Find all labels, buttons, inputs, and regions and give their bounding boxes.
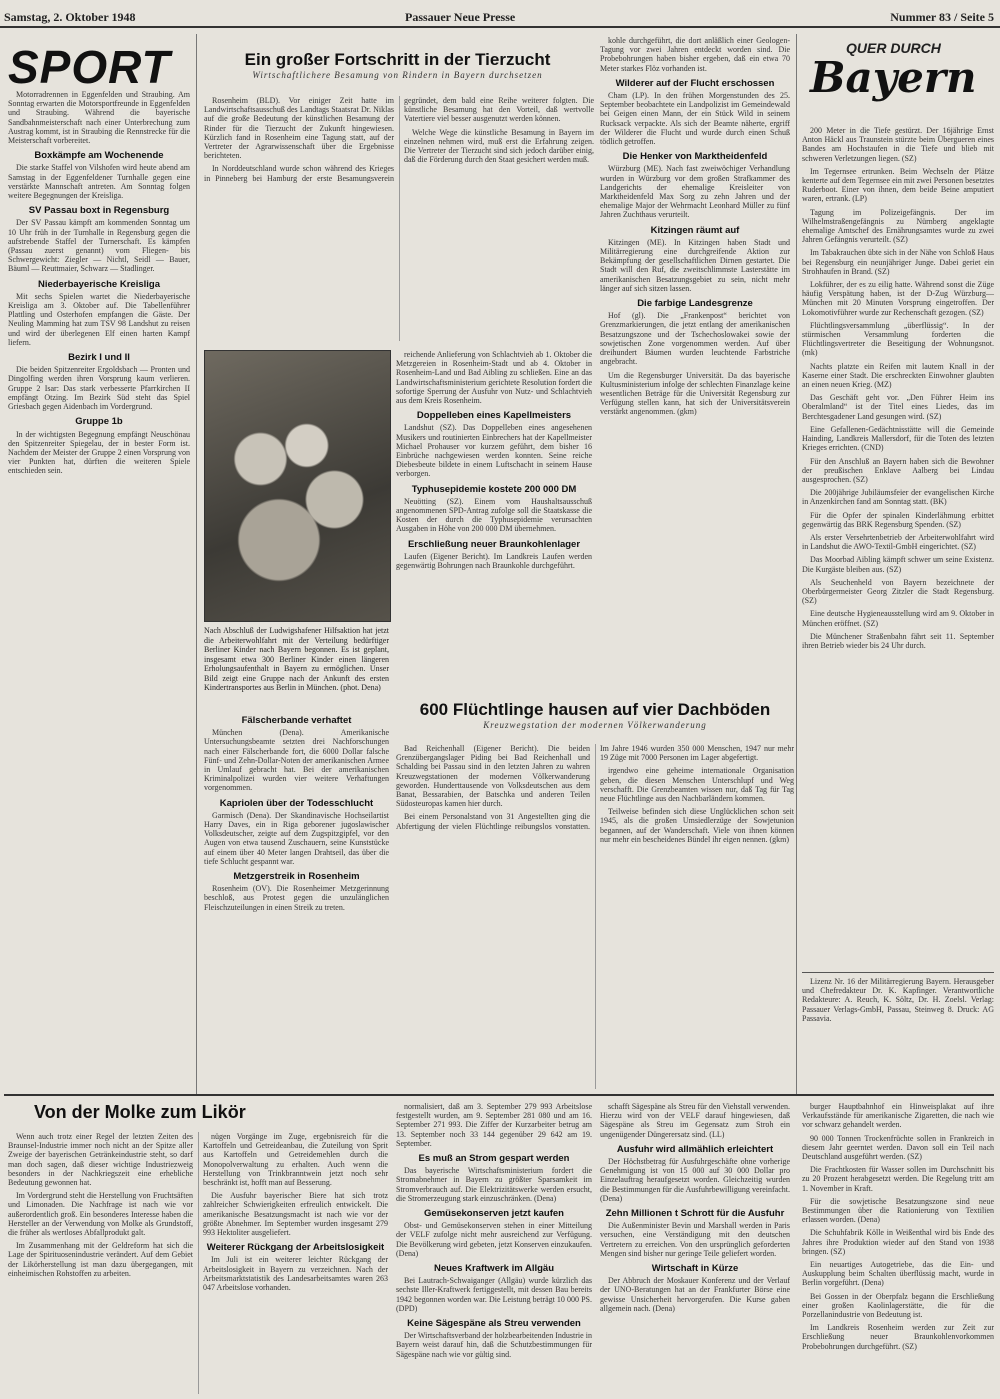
column-divider-right [796,34,797,1094]
quer-item-4: Im Tabakrauchen übte sich in der Nähe von Schloß Haus bei Regensburg ein neunjähriger Junge. Dabei geriet ein Strohhaufen in Brand. (SZ) [802,248,994,276]
sport-column [8,90,190,1090]
quer-item-11: Die 200jährige Jubiläumsfeier der evangelischen Kirche in Anzenkirchen fand am Sonntag statt. (BK) [802,488,994,507]
right-paragraph-3: Würzburg (ME). Nach fast zweiwöchiger Verhandlung wurden in Würzburg vor dem großen Strafkammer des Landgerichts der ehemalige Kreisleiter von Marktheidenfeld Max Sorg zu zehn Jahren und der ehemalige Major der Wehrmacht Leonhard Müller zu fünf Jahren Zuchthaus verurteilt. [600,164,790,220]
mid-column-right [396,350,592,695]
bottom2-paragraph-3: Obst- und Gemüsekonserven stehen in einer Mitteilung der VELF zufolge nicht mehr ausreichend zur Verfügung. Die Bevölkerung wird gebeten, jetzt Konserven einzukaufen. (Dena) [396,1221,592,1258]
right-heading-3: Kitzingen räumt auf [650,224,740,236]
bottom3-heading-2: Zehn Millionen t Schrott für die Ausfuhr [605,1208,785,1220]
bottom3-heading-1: Ausfuhr wird allmählich erleichtert [616,1143,774,1155]
fluechtlinge-paragraph-1: Bad Reichenhall (Eigener Bericht). Die beiden Grenzübergangslager Piding bei Bad Reichenhall und Schalding bei Passau sind in den letzten Jahren zu wahren Kreuzwegstationen der modernen Völkerwanderung geworden. Hunderttausende von Volksdeutschen aus dem Banat, Bessarabien, der Batschka und anderen Teilen Südosteuropas kamen hier durch. [396,744,590,809]
quer-item-14: Das Moorbad Aibling kämpft schwer um seine Existenz. Die Kurgäste bleiben aus. (SZ) [802,555,994,574]
molke-header [8,1102,388,1128]
bottom2-paragraph-5: Der Wirtschaftsverband der holzbearbeitenden Industrie in Bayern weist darauf hin, daß die Schutzbestimmungen für Sägespäne nach wie vor gültig sind. [396,1331,592,1359]
molke-paragraph-3: Im Zusammenhang mit der Geldreform hat sich die Lage der Spirituosenindustrie verändert. Auf dem Gebiet der Likörherstellung ist man dazu übergegangen, mit einheimischen Rohstoffen zu arbeiten. [8,1241,193,1278]
sport-paragraph-2: Der SV Passau kämpft am kommenden Sonntag um 10 Uhr früh in der Turnhalle in Regensburg gegen die aufstrebende Staffel der Turnerschaft. Es kämpfen (Passau zuerst genannt) vom Fliegen- bis Schwergewicht: Ziegler — Nichtl, Seidl — Bauer, Bäuml — Reuttmaier, Schwarz — Stadlinger. [8,218,190,274]
molke-paragraph-1: Wenn auch trotz einer Regel der letzten Zeiten des Braunsel-Industrie immer noch nicht an der Spitze aller Zweige der bayerischen Getränkeindustrie steht, so darf man doch sagen, daß dieser wichtige Industriezweig besonders in der Nachkriegszeit eine erhebliche Bedeutung gewonnen hat. [8,1132,193,1188]
sport-heading-5: Gruppe 1b [75,416,123,428]
right-heading-2: Die Henker von Marktheidenfeld [622,151,768,163]
tierzucht-paragraph-2: In Norddeutschland wurde schon während des Krieges in Pinneberg bei Hamburg der erste Besamungsverein gegründet, dem bald eine Reihe weiterer folgten. Die künstliche Besamung hat den Vorteil, daß wertvolle Vatertiere viel besser ausgenutzt werden können. [204,96,594,183]
bottom2-heading-1: Es muß an Strom gespart werden [418,1153,570,1165]
bottom2-paragraph-1: normalisiert, daß am 3. September 279 993 Arbeitslose festgestellt wurden, am 9. September 281 080 und am 16. September 271 993. Die Ziffer der Kurzarbeiter betrug am 13. September noch 33 144 gegenüber 29 642 am 19. September. [396,1102,592,1148]
column-divider [196,34,197,1094]
right-paragraph-2: Cham (LP). In den frühen Morgenstunden des 25. September beobachtete ein Landpolizist im Gemeindewald bei Geigen einen Mann, der ein Stück Wild in seinem Rucksack verpackte. Als sich der Beamte näherte, ergriff der Wilderer die Flucht und wurde durch einen Schuß tödlich getroffen. [600,91,790,147]
bottom4-paragraph-7: Bei Gossen in der Oberpfalz begann die Erschließung einer großen Kaolinlagerstätte, die für die Porzellanindustrie von Bedeutung ist. [802,1291,994,1320]
bottom4-paragraph-8: Im Landkreis Rosenheim werden zur Zeit zur Erschließung neuer Braunkohlenvorkommen Probebohrungen durchgeführt. (SZ) [802,1323,994,1351]
mid-paragraph-6: Neuötting (SZ). Einem vom Haushaltsausschuß angenommenen SPD-Antrag zufolge soll die Staatskasse die Kosten der durch die Typhusepidemie verursachten Ausgaben in Höhe von 200 000 DM übernehmen. [396,496,592,534]
right-paragraph-4: Kitzingen (ME). In Kitzingen haben Stadt und Militärregierung eine durchgreifende Aktion zur Bekämpfung der gesellschaftlichen Dirnen gestartet. Die Stadt will den Ruf, die zweitschlimmste Lasterstätte im amerikanischen Besatzungsgebiet zu sein, nicht mehr länger auf sich sitzen lassen. [600,237,790,293]
bottom4-paragraph-2: 90 000 Tonnen Trockenfrüchte sollen in Frankreich in diesem Jahr geerntet werden. Davon soll ein Teil nach Deutschland ausgeführt werden. (SZ) [802,1133,994,1162]
sport-paragraph-1: Die starke Staffel von Vilshofen wird heute abend am Samstag in der Eggenfeldener Turnhalle gegen eine verstärkte Mannschaft antreten. Am Sonntag folgen weitere Begegnungen der Kreisliga. [8,163,190,201]
quer-durch-bayern-logo [802,40,994,122]
quer-item-3: Tagung im Polizeigefängnis. Der im Wilhelmstraßengefängnis zu Nürnberg angeklagte ehemalige Amtschef des Ernährungsamtes wurde zu zwei Jahren Gefängnis verurteilt. (SZ) [802,207,994,245]
bottom4-paragraph-4: Für die sowjetische Besatzungszone sind neue Bestimmungen über die Rationierung von Textilien erlassen worden. (Dena) [802,1196,994,1225]
bottom2-heading-2: Gemüsekonserven jetzt kaufen [424,1208,564,1220]
quer-logo-big: Bayern [810,53,977,102]
right-news-column [600,36,790,696]
masthead-issue: Nummer 83 / Seite 5 [890,10,994,24]
quer-item-8: Das Geschäft geht vor. „Den Führer Heim ins Oberalmland“ ist der Titel eines Liedes, das im Berchtesgadener Land gesungen wird. (SZ) [802,393,994,421]
molke-heading-6: Weiterer Rückgang der Arbeitslosigkeit [206,1242,385,1254]
quer-item-10: Für den Anschluß an Bayern haben sich die Bewohner der preußischen Enklave Aalberg bei Lindau ausgesprochen. (SZ) [802,456,994,484]
tierzucht-subhead: Wirtschaftlichere Besamung von Rindern in Bayern durchsetzen [252,70,543,80]
quer-item-9: Eine Gefallenen-Gedächtnisstätte will die Gemeinde Hainding, Landkreis Mallersdorf, für die Toten des letzten Krieges errichten. (CND) [802,424,994,453]
section-rule [4,1094,994,1096]
right-heading-1: Wilderer auf der Flucht erschossen [615,77,775,89]
mid-paragraph-1: München (Dena). Amerikanische Untersuchungsbeamte setzten drei Nachforschungen nach einer Fälscherbande fort, die 6000 Dollar falsche Fünf- und Zehn-Dollar-Noten der amerikanischen Armee in Umlauf gebracht hat. Bei der amerikanischen Kriminalpolizei wurden vier weitere Verhaftungen vorgenommen. [204,728,389,793]
quer-item-16: Eine deutsche Hygieneausstellung wird am 9. Oktober in München eröffnet. (SZ) [802,609,994,628]
mid-paragraph-5: Landshut (SZ). Das Doppelleben eines angesehenen Musikers und routinierten Einbrechers hat der Kapellmeister Michael Prohauser vor kurzem geführt, dem bisher 16 Einbrüche nachgewiesen werden konnten. Seine reiche Diebesbeute bildete in einem Luftschacht in seinem Hause verborgen. [396,423,592,479]
sport-heading-1: Boxkämpfe am Wochenende [34,150,164,162]
mid-paragraph-4: reichende Anlieferung von Schlachtvieh ab 1. Oktober die Metzgereien in Rosenheim-Stadt und ab 4. Oktober in Rosenheim-Land und Bad Aibling zu schließen. Eine an das Landwirtschaftsministerium gerichtete Resolution fordert die sofortige Sperrung der Ausfuhr von Nutz- und Schlachtvieh aus dem Kreis Rosenheim. [396,350,592,406]
impressum [802,972,994,1082]
bottom3-heading-3: Wirtschaft in Kürze [651,1263,739,1275]
fluechtlinge-paragraph-4: Teilweise befinden sich diese Unglücklichen schon seit 1945, als die großen Umsiedlerzüge der Sowjetunion begannen, auf der Wanderschaft. Viele von ihnen können nur mehr ein bescheidenes Bündel ihr eigen nennen. (gkm) [600,807,794,844]
masthead-date: Samstag, 2. Oktober 1948 [4,10,136,24]
quer-item-1: 200 Meter in die Tiefe gestürzt. Der 16jährige Ernst Anton Häckl aus Traunstein stürzte beim Übergueren eines Bandes am Hochstaufen in die Tiefe und blieb mit schweren Verletzungen liegen. (SZ) [802,126,994,163]
bottom4-paragraph-6: Ein neuartiges Autogetriebe, das die Ein- und Auskupplung beim Schalten überflüssig macht, wurde in Berlin vorgeführt. (Dena) [802,1260,994,1288]
tierzucht-paragraph-3: Welche Wege die künstliche Besamung in Bayern im einzelnen nehmen wird, muß erst die Erfahrung zeigen. Die Vertreter der Tierzucht sind sich jedoch darüber einig, daß die Förderung durch den Staat gesichert werden muß. [404,127,594,165]
bottom4-paragraph-5: Die Schuhfabrik Kölle in Weißenthal wird bis Ende des Jahres ihre Produktion wieder auf den Stand von 1938 bringen. (SZ) [802,1228,994,1256]
bottom4-paragraph-1: burger Hauptbahnhof ein Hinweisplakat auf ihre Verkaufsstände für amerikanische Zigaretten, die nach wie vor schwarz gehandelt werden. [802,1102,994,1130]
fluechtlinge-subhead: Kreuzwegstation der modernen Völkerwanderung [483,720,707,730]
quer-column [802,126,994,966]
bottom4-paragraph-3: Die Frachtkosten für Wasser sollen im Durchschnitt bis zu 20 Prozent herabgesetzt werden. Die Regelung tritt am 1. November in Kraft. [802,1165,994,1193]
fluechtlinge-headline: 600 Flüchtlinge hausen auf vier Dachböden [419,700,771,719]
sport-paragraph-3: Mit sechs Spielen wartet die Niederbayerische Kreisliga am 3. Oktober auf. Die Tabellenführer Plattling und Osterhofen empfangen die Gäste. Der Neuling Mamming hat zum TSV 98 Landshut zu reisen und wird der überlegenen Elf einen harten Kampf liefern. [8,291,190,347]
photo-caption: Nach Abschluß der Ludwigshafener Hilfsaktion hat jetzt die Arbeiterwohlfahrt mit der Verteilung bedürftiger Berliner Kinder nach Bayern begonnen. Es ist geplant, insgesamt etwa 300 Berliner Kinder einen längeren Erholungsaufenthalt in Bayern zu ermöglichen. Unser Bild zeigt eine Gruppe nach der Ankunft des ersten Kindertransportes aus Berlin in München. (phot. Dena) [204,626,389,692]
quer-logo-small: QUER DURCH [846,40,941,56]
bottom-column-4 [802,1102,994,1394]
molke-article [8,1132,388,1394]
molke-paragraph-5: Die Ausfuhr bayerischer Biere hat sich trotz zahlreicher Schwierigkeiten erfreulich entwickelt. Die amerikanische Besatzungsmacht ist nach wie vor der größte Abnehmer. Im September wurden insgesamt 279 993 Hektoliter ausgeliefert. [203,1191,388,1238]
bottom3-paragraph-1: schafft Sägespäne als Streu für den Viehstall verwenden. Hierzu wird von der VELF darauf hingewiesen, daß Sägespäne als Streu im Gegensatz zum Stroh ein ungenügender Düngerersatz sind. (LL) [600,1102,790,1139]
tierzucht-header [200,50,595,90]
sport-intro: Motorradrennen in Eggenfelden und Straubing. Am Sonntag erwarten die Motorsportfreunde in Eggenfelden und Straubing. Während die bayerische Sandbahnmeisterschaft nach einer Unterbrechung zum Austrag kommt, ist in Straubing die Rennstrecke für die Meisterschaft vorbereitet. [8,90,190,146]
bottom2-paragraph-4: Bei Lautrach-Schwaiganger (Allgäu) wurde kürzlich das sechste Iller-Kraftwerk fertiggestellt, mit dessen Bau bereits 1942 begonnen worden war. Die Leistung beträgt 10 000 PS. (DPD) [396,1276,592,1313]
berlin-children-photo [204,350,391,622]
bottom2-heading-4: Keine Sägespäne als Streu verwenden [407,1318,581,1330]
tierzucht-article [204,96,594,341]
right-heading-4: Die farbige Landesgrenze [637,298,753,310]
sport-heading-2: SV Passau boxt in Regensburg [28,205,170,217]
mid-heading-6: Typhusepidemie kostete 200 000 DM [411,483,577,495]
quer-item-17: Die Münchener Straßenbahn fährt seit 11. September ihren Betrieb wieder bis 24 Uhr durch. [802,631,994,650]
right-paragraph-6: Um die Regensburger Universität. Da das bayerische Kultusministerium infolge der schlechten Finanzlage keine wesentlichen Beträge für die Universität Regensburg zur Verfügung stellen kann, hat sich der Universitätsverein verstärkt angenommen. (gkm) [600,370,790,417]
mid-heading-1: Fälscherbande verhaftet [241,715,352,726]
quer-item-2: Im Tegernsee ertrunken. Beim Wechseln der Plätze kenterte auf dem Tegernsee ein mit zwei Personen besetztes Ruderboot. Einer von ihnen, dem beide Beine amputiert waren, ertrank. (LP) [802,166,994,204]
molke-paragraph-2: Im Vordergrund steht die Herstellung von Fruchtsäften und Limonaden. Die Nachfrage ist nach wie vor außerordentlich groß. Ein besonderes Interesse haben die Hersteller an der Verwendung von Molke als Grundstoff, die früher als wertloses Abfallprodukt galt. [8,1191,193,1238]
quer-item-12: Für die Opfer der spinalen Kinderlähmung erbittet gegenwärtig das BRK Regensburg Spenden. (SZ) [802,510,994,529]
bottom2-paragraph-2: Das bayerische Wirtschaftsministerium fordert die Stromabnehmer in Bayern zu größter Sparsamkeit im Stromverbrauch auf. Die Elektrizitätswerke werden ersucht, die Stromerzeugung stark einzuschränken. (Dena) [396,1166,592,1203]
bottom2-heading-3: Neues Kraftwerk im Allgäu [433,1263,555,1275]
right-paragraph-5: Hof (gl). Die „Frankenpost“ berichtet von Grenzmarkierungen, die jetzt entlang der amerikanischen Besatzungszone und der Tschechoslowakei sowie der sowjetischen Zone vorgenommen werden. Auf über dreihundert Bäumen wurden leuchtende Farbstriche angebracht. [600,311,790,367]
impressum-text: Lizenz Nr. 16 der Militärregierung Bayern. Herausgeber und Chefredakteur Dr. K. Kapfinger. Verantwortliche Redakteure: A. Reuch, K. Söltz, Dr. H. Zoelsl. Verlag: Passauer Verlags-GmbH, Passau, Steinweg 8. Druck: AG Passavia. [802,977,994,1023]
mid-paragraph-2: Garmisch (Dena). Der Skandinavische Hochseilartist Harry Daves, ein in Riga geborener jugoslawischer Volksdeutscher, zeigte auf dem Zugspitzgipfel, vor den Augen von etwa tausend Zuschauern, seine Kunststücke auf einem über 40 Meter langen Drahtseil, das über die tiefe Schlucht gespannt war. [204,810,389,866]
sport-heading-3: Niederbayerische Kreisliga [38,278,160,290]
quer-item-5: Lokführer, der es zu eilig hatte. Während sonst die Züge häufig Verspätung haben, ist der D-Zug Würzburg—München mit 20 Minuten Vorsprung eingetroffen. Der Lokomotivführer wurde zur Rechenschaft gezogen. (SZ) [802,280,994,317]
bottom3-paragraph-2: Der Höchstbetrag für Ausfuhrgeschäfte ohne vorherige Genehmigung ist von 15 000 auf 30 000 Dollar pro Einzelauftrag heraufgesetzt worden. Gleichzeitig wurden die Bestimmungen für die Ausfuhrbewilligung vereinfacht. (Dena) [600,1157,790,1203]
sport-paragraph-4: Die beiden Spitzenreiter Ergoldsbach — Pronten und Dingolfing werden ihren Vorsprung kaum verlieren. Gruppe 2 Isar: Das stark verbesserte Pfarrkirchen II empfängt Otzing. Im Bezirk Süd steht das Spiel Griesbach gegen Aidenbach im Vordergrund. [8,365,190,412]
masthead [0,8,1000,28]
molke-paragraph-6: Im Juli ist ein weiterer leichter Rückgang der Arbeitslosigkeit in Bayern zu verzeichnen. Nach der Arbeitsmarktstatistik des Landesarbeitsamtes waren 263 047 Arbeitslose vorhanden. [203,1255,388,1293]
mid-heading-2: Kapriolen über der Todesschlucht [219,797,374,809]
bottom-column-3 [600,1102,790,1394]
bottom3-paragraph-3: Die Außenminister Bevin und Marshall werden in Paris versuchen, eine Verständigung mit den deutschen Vertretern zu erreichen. Von den ursprünglich geforderten Mengen sind bisher nur geringe Teile geliefert worden. [600,1221,790,1258]
mid-heading-5: Doppelleben eines Kapellmeisters [416,410,572,422]
right-paragraph-1: kohle durchgeführt, die dort anläßlich einer Geologen-Tagung vor zwei Jahren entdeckt worden sind. Die Probebohrungen haben bisher ergeben, daß ein etwa 70 Meter starkes Flöz vorhanden ist. [600,36,790,73]
mid-column-left [204,710,389,1090]
mid-heading-3: Metzgerstreik in Rosenheim [233,871,360,883]
fluechtlinge-header [396,700,794,740]
tierzucht-headline: Ein großer Fortschritt in der Tierzucht [244,50,551,69]
quer-item-6: Flüchtlingsversammlung „überflüssig“. In der stürmischen Versammlung forderten die Flüchtlingsvertreter die Beseitigung der Wohnungsnot. (mk) [802,320,994,358]
fluechtlinge-article [396,744,794,1089]
quer-item-15: Als Seuchenheld von Bayern bezeichnete der Oberbürgermeister Georg Zitzler die Stadt Regensburg. (SZ) [802,577,994,606]
molke-headline: Von der Molke zum Likör [34,1102,246,1122]
quer-item-7: Nachts platzte ein Reifen mit lautem Knall in der Kaserne einer Stadt. Die erschreckten Einwohner glaubten an einen neuen Krieg. (MZ) [802,361,994,390]
tierzucht-paragraph-1: Rosenheim (BLD). Vor einiger Zeit hatte im Landwirtschaftsausschuß des Landtags Staatsrat Dr. Niklas auf die große Bedeutung der künstlichen Besamung der Rinder für die Tierzucht der Zukunft hingewiesen. Kürzlich fand in Rosenheim eine Tagung statt, auf der Vertreter der Agrarwissenschaft über die Ergebnisse berichteten. [204,96,394,161]
fluechtlinge-paragraph-2: Bei einem Personalstand von 31 Angestellten ging die Abfertigung der vielen Flüchtlinge reibungslos vonstatten. Im Jahre 1946 wurden 350 000 Menschen, 1947 nur mehr 19 Züge mit 7000 Personen im Lager abgefertigt. [396,744,794,831]
mid-heading-7: Erschließung neuer Braunkohlenlager [407,538,581,550]
fluechtlinge-paragraph-3: irgendwo eine geheime internationale Organisation geben, die diesen Menschen Unterschlupf und Weg verschafft. Die Grenzbeamten wissen nur, daß Tag für Tag neue Flüchtlinge aus den Nachbarländern kommen. [600,766,794,804]
sport-title: SPORT [8,41,171,90]
bottom-column-2 [396,1102,592,1394]
molke-paragraph-4: nügen Vorgänge im Zuge, ergebnisreich für die Kartoffeln und Getreideanbau, die Zuteilung von Sprit aus Kartoffeln und Getreidemehlen durch die Monopolverwaltung zu erhalten. Auch wenn die Herstellung von Trinkbranntwein jetzt noch sehr beschränkt ist, hofft man auf Besserung. [203,1132,388,1188]
mid-paragraph-7: Laufen (Eigener Bericht). Im Landkreis Laufen werden gegenwärtig Bohrungen nach Braunkohle durchgeführt. [396,551,592,571]
sport-paragraph-5: In der wichtigsten Begegnung empfängt Neuschönau den Spitzenreiter Spiegelau, der in bester Form ist. Nachdem der Meister der Gruppe 2 einen Vorsprung von vier Punkten hat, dürften die weiteren Spiele entschieden sein. [8,429,190,476]
masthead-paper: Passauer Neue Presse [405,10,516,24]
sport-heading-4: Bezirk I und II [68,352,130,364]
quer-item-13: Als erster Versehrtenbetrieb der Arbeiterwohlfahrt wird in Landshut die AWO-Textil-GmbH eingerichtet. (SZ) [802,532,994,552]
bottom3-paragraph-4: Der Abbruch der Moskauer Konferenz und der Verlauf der UNO-Beratungen hat an der Frankfurter Börse eine gewisse Unsicherheit hervorgerufen. Die Kurse gaben allgemein nach. (Dena) [600,1276,790,1313]
mid-paragraph-3: Rosenheim (OV). Die Rosenheimer Metzgerinnung beschloß, aus Protest gegen die unzulänglichen Fleischzuteilungen in einen Streik zu treten. [204,884,389,912]
